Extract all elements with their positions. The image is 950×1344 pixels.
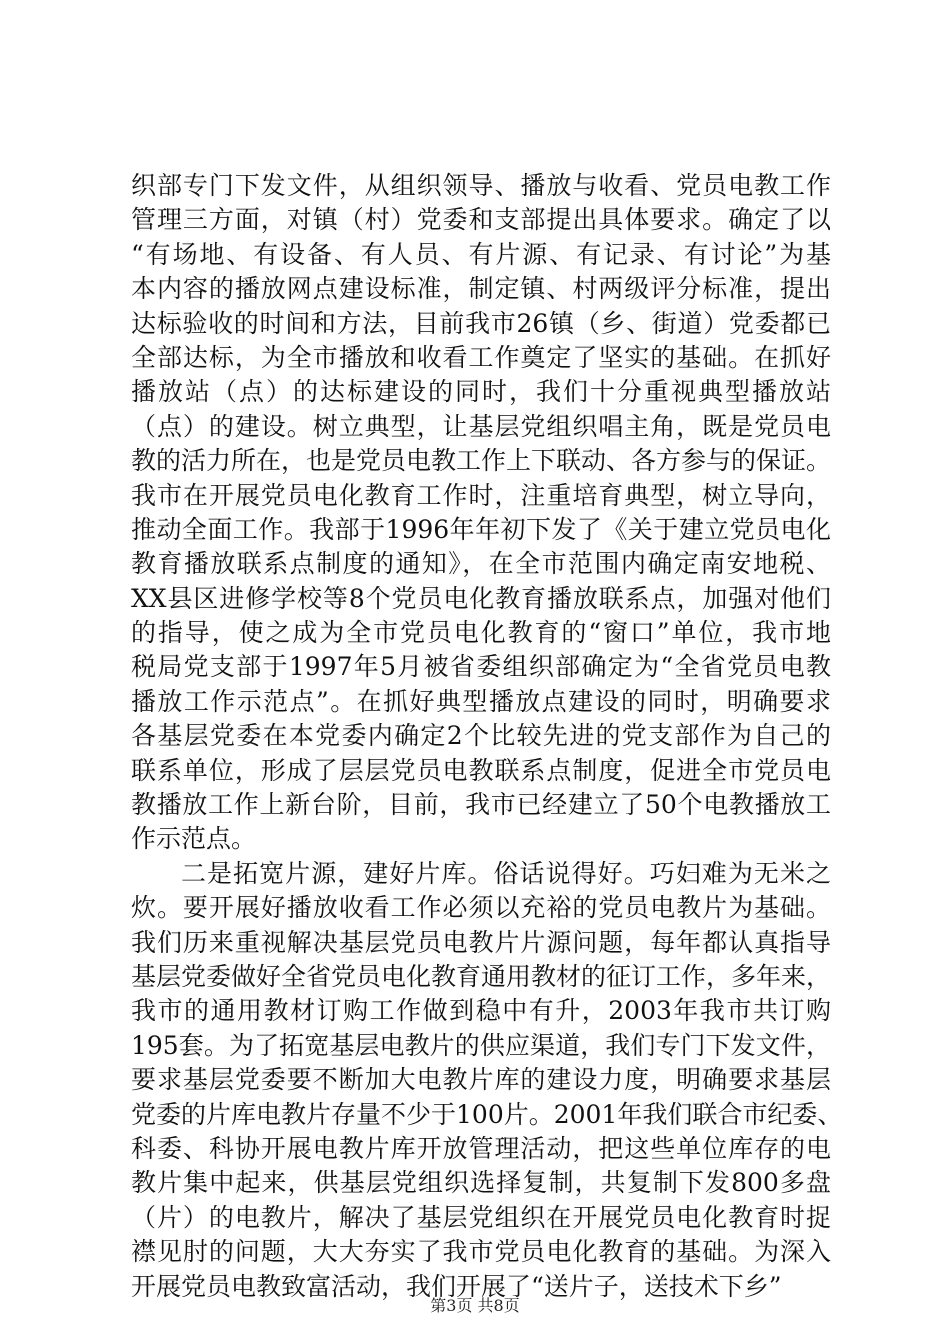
text-line: 推动全面工作。我部于1996年年初下发了《关于建立党员电化 <box>131 514 831 544</box>
text-line: 管理三方面，对镇（村）党委和支部提出具体要求。确定了以 <box>131 205 831 235</box>
text-line: 二是拓宽片源，建好片库。俗话说得好。巧妇难为无米之 <box>181 858 831 888</box>
text-line: 教的活力所在，也是党员电教工作上下联动、各方参与的保证。 <box>131 446 832 476</box>
text-line: 基层党委做好全省党员电化教育通用教材的征订工作，多年来， <box>131 961 832 991</box>
text-line: 作示范点。 <box>131 824 257 854</box>
text-line: 联系单位，形成了层层党员电教联系点制度，促进全市党员电 <box>131 755 831 785</box>
text-line: 科委、科协开展电教片库开放管理活动，把这些单位库存的电 <box>131 1133 831 1163</box>
text-line: 要求基层党委要不断加大电教片库的建设力度，明确要求基层 <box>131 1065 831 1095</box>
text-line: 开展党员电教致富活动，我们开展了“送片子，送技术下乡” <box>131 1271 782 1301</box>
text-line: 炊。要开展好播放收看工作必须以充裕的党员电教片为基础。 <box>131 893 831 923</box>
text-line: 各基层党委在本党委内确定2个比较先进的党支部作为自己的 <box>131 721 831 751</box>
text-line: 达标验收的时间和方法，目前我市26镇（乡、街道）党委都已 <box>131 308 831 338</box>
text-line: 襟见肘的问题，大大夯实了我市党员电化教育的基础。为深入 <box>131 1237 831 1267</box>
text-line: 税局党支部于1997年5月被省委组织部确定为“全省党员电教 <box>131 652 831 682</box>
text-line: 全部达标，为全市播放和收看工作奠定了坚实的基础。在抓好 <box>131 342 831 372</box>
text-line: 本内容的播放网点建设标准，制定镇、村两级评分标准，提出 <box>131 274 831 304</box>
text-line: 播放站（点）的达标建设的同时，我们十分重视典型播放站 <box>131 377 831 407</box>
text-line: （点）的建设。树立典型，让基层党组织唱主角，既是党员电 <box>131 411 831 441</box>
text-line: 我市的通用教材订购工作做到稳中有升，2003年我市共订购 <box>131 996 831 1026</box>
text-line: 教育播放联系点制度的通知》，在全市范围内确定南安地税、 <box>131 549 831 579</box>
text-line: 教播放工作上新台阶，目前，我市已经建立了50个电教播放工 <box>131 790 831 820</box>
document-body <box>131 169 843 1304</box>
text-line: 播放工作示范点”。在抓好典型播放点建设的同时，明确要求 <box>131 686 831 716</box>
text-line: 党委的片库电教片存量不少于100片。2001年我们联合市纪委、 <box>131 1099 843 1129</box>
text-line: 我市在开展党员电化教育工作时，注重培育典型，树立导向， <box>131 480 831 510</box>
text-line: 的指导，使之成为全市党员电化教育的“窗口”单位，我市地 <box>131 618 831 648</box>
text-line: “有场地、有设备、有人员、有片源、有记录、有讨论”为基 <box>131 239 831 269</box>
page-footer: 第3页 共8页 <box>430 1296 520 1315</box>
text-line: XX县区进修学校等8个党员电化教育播放联系点，加强对他们 <box>131 583 831 613</box>
text-line: 195套。为了拓宽基层电教片的供应渠道，我们专门下发文件， <box>131 1030 831 1060</box>
text-line: （片）的电教片，解决了基层党组织在开展党员电化教育时捉 <box>131 1202 831 1232</box>
text-line: 织部专门下发文件，从组织领导、播放与收看、党员电教工作 <box>131 171 831 200</box>
text-line: 我们历来重视解决基层党员电教片片源问题，每年都认真指导 <box>131 927 831 957</box>
text-line: 教片集中起来，供基层党组织选择复制，共复制下发800多盘 <box>131 1168 831 1198</box>
